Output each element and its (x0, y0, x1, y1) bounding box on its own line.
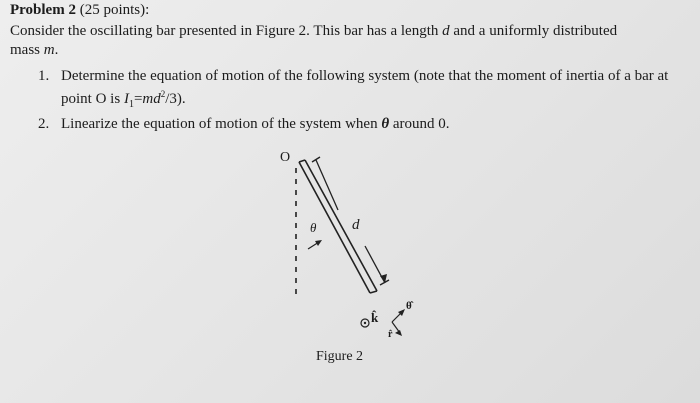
intro-text-1: Consider the oscillating bar presented in Figure 2. This bar has a length (10, 23, 443, 39)
problem-intro (10, 22, 690, 60)
question-item-1 (38, 67, 688, 114)
figure-caption: Figure 2 (316, 349, 364, 364)
unit-vector-axes (392, 309, 405, 336)
inertia-divisor: /3 (165, 91, 177, 107)
problem-title (10, 2, 149, 19)
pendulum-diagram (240, 140, 440, 380)
r-hat-label: r̂ (388, 329, 393, 340)
question-text-end: around 0. (389, 116, 450, 132)
inertia-md: md (142, 91, 161, 107)
intro-var-m: m (43, 42, 55, 58)
intro-text-3: mass (10, 42, 44, 58)
point-o-label: O (280, 150, 291, 165)
theta-symbol: θ (381, 116, 390, 132)
question-item-2 (38, 115, 688, 133)
length-d-label: d (352, 217, 360, 233)
length-dimension (312, 157, 389, 285)
inertia-subscript: 1 (128, 99, 134, 110)
figure-2 (240, 140, 440, 380)
theta-arrow (308, 240, 322, 249)
theta-hat-label: θ̂ (406, 300, 412, 312)
problem-number: Problem 2 (10, 2, 76, 18)
problem-points: (25 points): (79, 2, 150, 18)
intro-var-d: d (442, 23, 450, 39)
k-hat-label: k̂ (371, 310, 379, 325)
equals-sign: = (133, 91, 143, 107)
inertia-exponent: 2 (160, 89, 166, 99)
k-hat-symbol (361, 319, 369, 327)
question-text: Linearize the equation of motion of the system when (61, 116, 382, 132)
question-text-end: ). (176, 91, 186, 107)
inertia-symbol: I (123, 91, 129, 107)
question-list (38, 67, 688, 133)
question-number: 2. (38, 116, 50, 132)
question-text: Determine the equation of motion of the following system (note that the moment of inertia of a bar at point O is (61, 68, 669, 107)
intro-text-2: and a uniformly distributed (449, 23, 618, 39)
theta-label: θ (310, 220, 317, 235)
intro-text-4: . (54, 42, 59, 58)
question-number: 1. (38, 68, 50, 84)
